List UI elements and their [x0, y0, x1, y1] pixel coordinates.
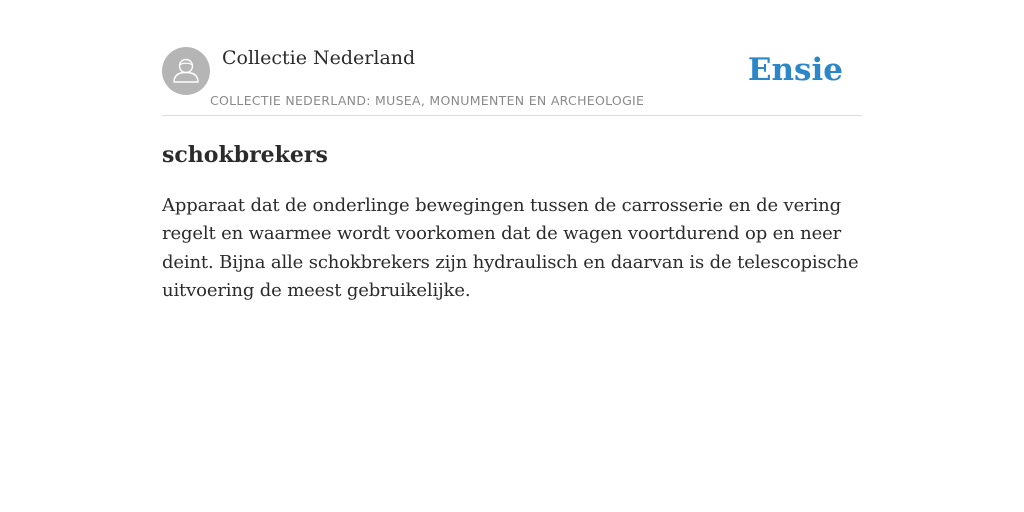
ensie-logo-link[interactable]: Ensie: [747, 52, 843, 88]
author-subtitle[interactable]: COLLECTIE NEDERLAND: MUSEA, MONUMENTEN EN ARCHEOLOGIE: [210, 93, 645, 108]
entry-card: [162, 46, 862, 305]
author-avatar[interactable]: [162, 47, 210, 95]
user-icon: [162, 47, 210, 95]
entry-term: schokbrekers: [162, 142, 328, 168]
entry-header: [162, 46, 862, 116]
author-name[interactable]: Collectie Nederland: [222, 47, 416, 69]
entry-definition: Apparaat dat de onderlinge bewegingen tussen de carrosserie en de vering regelt en waarmee wordt voorkomen dat de wagen voortdurend op en neer deint. Bijna alle schokbrekers zijn hydraulisch en daarvan is de telescopische uitvoering de meest gebruikelijke.: [162, 195, 859, 301]
